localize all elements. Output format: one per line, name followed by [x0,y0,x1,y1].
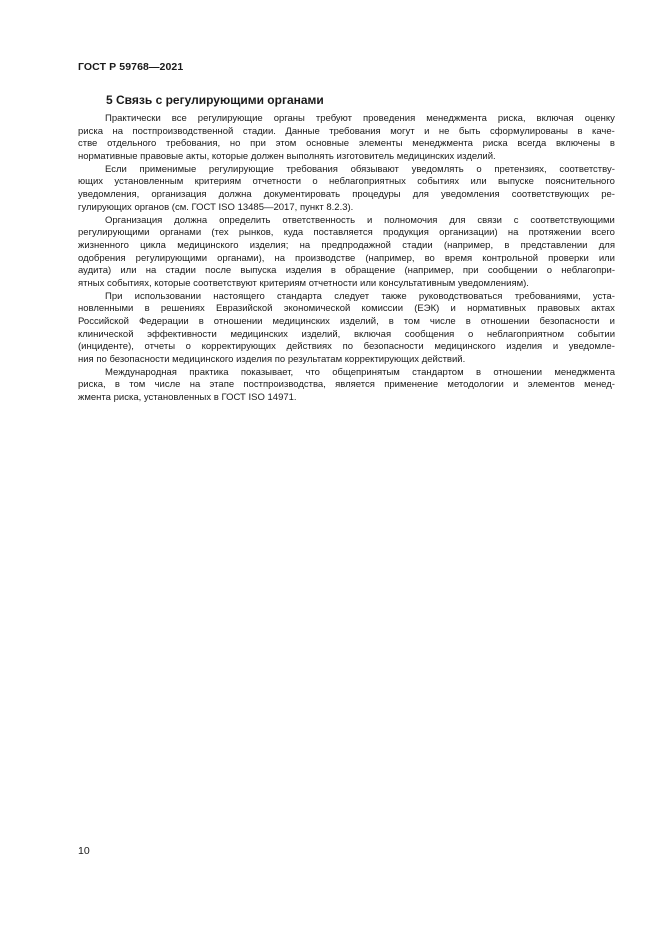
word: медицинских [396,151,455,163]
word: экономической [283,303,351,315]
word: стандартом [412,366,464,378]
word: каче- [591,125,615,137]
word: уста- [592,290,615,302]
word: требованиями, [514,290,581,302]
text-line [78,215,615,228]
word: протяжении [528,227,582,239]
word: организации) [439,227,498,239]
word: риска [78,125,103,137]
text-line [78,240,615,253]
word: уведомлять [411,163,464,175]
word: документировать [263,189,341,201]
word: безопасности [109,354,170,366]
word: для [598,239,615,251]
word: соответствуют [193,277,257,289]
word: медицинского [177,239,239,251]
word: установленным [114,176,184,188]
word: аудита) [78,265,112,277]
word: в [198,316,204,327]
word: Федерации [138,316,189,327]
word: ния [78,354,94,366]
word: основные [306,138,350,150]
word: этапе [209,379,235,391]
word: требования [286,163,338,175]
word: (ЕЭК) [414,303,440,315]
paragraph [78,164,615,215]
word: стадии [402,239,433,251]
word: связи [477,214,502,226]
word: (инциденте), [78,341,134,353]
word: риска [482,138,508,150]
word: неблагопри- [561,265,615,277]
word: выполнять [286,151,334,163]
word: (тех [211,227,229,239]
word: гулирующих [78,201,132,213]
text-line [78,354,615,367]
word: уведомлениям). [457,277,529,289]
word: изделий, [301,328,341,340]
word: сформулированы [489,125,568,137]
word: уведомления, [78,189,140,201]
word: ISO [218,201,235,213]
word: с [513,214,519,226]
word: ISO [248,392,265,404]
word: комиссии [361,303,404,315]
word: соответствующих [511,189,590,201]
section-title: 5 Связь с регулирующими органами [106,93,324,107]
word: должна [218,189,252,201]
word: числе [154,379,181,391]
word: нормативных [467,303,527,315]
word: изделия [506,341,543,353]
word: что [305,366,320,378]
word: том [129,379,146,391]
word: и [450,303,456,315]
word: процедуры [352,189,401,201]
word: стадии [165,265,196,277]
paragraph [78,291,615,367]
word: медицинских [230,328,288,340]
word: включены [556,138,601,150]
word: жмента [78,392,111,404]
word: время [444,252,473,264]
text-line [78,367,615,380]
text-line [78,303,615,316]
word: органами [159,227,202,239]
word: действий. [421,354,466,366]
word: сообщения [404,328,455,340]
word: руководствоваться [418,290,503,302]
word: ответственность [282,214,356,226]
word: органов [134,201,170,213]
word: цикла [140,239,166,251]
word: сообщении [487,265,538,277]
word: полномочия [384,214,438,226]
word: о [476,163,482,175]
word: одобрения [78,252,126,264]
word: (например, [443,239,494,251]
word: отдельного [107,138,157,150]
word: производстве [295,252,356,264]
word: на [274,252,285,264]
word: для [412,189,429,201]
word: установленных [143,392,212,404]
word: консультативным [378,277,456,289]
word: Организация [105,214,163,226]
word: событиях [417,176,460,188]
word: Евразийской [216,303,273,315]
word: которые [154,277,191,289]
word: на [189,379,201,391]
word: безопасности [363,341,424,353]
text-line [78,253,615,266]
word: в [577,125,583,137]
word: изделий, [339,316,379,327]
word: постпроизводства, [243,379,326,391]
word: при [250,138,266,150]
word: настоящего [213,290,265,302]
text-line [78,176,615,189]
word: в [330,265,336,277]
text-line [78,379,615,392]
word: риска, [113,392,142,404]
word: следует [334,290,370,302]
word: ющих [78,176,103,188]
text-line [78,265,615,278]
word: на [507,227,519,239]
word: все [171,113,187,124]
word: представлении [520,239,588,251]
word: оценку [584,113,615,124]
paragraph [78,367,615,405]
word: неблагоприятном [486,328,564,340]
document-code: ГОСТ Р 59768—2021 [78,61,184,73]
word: клинической [78,328,134,340]
text-line [78,278,615,291]
word: и [424,125,430,137]
word: или [360,277,377,289]
word: требования, [166,138,221,150]
word: том [403,316,420,327]
word: жизненного [78,239,129,251]
word: выпуске [497,176,534,188]
word: соответствующими [530,214,615,226]
word: и [609,316,615,327]
word: новленными [78,303,134,315]
paragraph [78,113,615,164]
word: всегда [517,138,547,150]
word: отчеты [144,341,176,353]
word: Практически [105,113,161,124]
word: быть [458,125,481,137]
text-line [78,202,615,215]
word: результатам [287,354,343,366]
text-line [78,316,615,329]
word: изделия [236,354,273,366]
word: менеджмента [554,366,615,378]
word: Данные [285,125,320,137]
word: отношении [493,366,543,378]
word: обязывают [350,163,399,175]
word: требования [329,125,381,137]
word: событии [577,328,615,340]
word: изделия; [249,239,289,251]
word: медицинских [272,316,330,327]
word: в [609,138,615,150]
word: должна [174,214,208,226]
word: правовых [537,303,580,315]
word: методологии [447,379,504,391]
word: Российской [78,316,129,327]
word: в [213,392,219,404]
word: стадии. [242,125,276,137]
word: для [449,214,466,226]
word: о [546,265,553,277]
word: могут [390,125,415,137]
word: (см. [171,201,189,213]
word: регулирующими [78,227,150,239]
word: уведомления [441,189,500,201]
word: в [475,366,481,378]
word: (например, [404,265,454,277]
text-line [78,227,615,240]
word: менеджмента [426,113,487,124]
word: применимые [139,163,197,175]
word: постпроизводственной [132,125,234,137]
word: поставляется [313,227,373,239]
word: по [274,354,286,366]
word: уведомле- [568,341,615,353]
word: предпродажной [321,239,391,251]
text-line [78,138,615,151]
word: органы [273,113,305,124]
word: органами), [217,252,265,264]
word: этом [275,138,297,150]
word: изделий. [456,151,496,163]
word: менед- [584,379,615,391]
word: куда [283,227,304,239]
word: актах [591,303,615,315]
word: пояснительного [545,176,615,188]
word: изготовитель [336,151,395,163]
text-line [78,151,615,164]
word: критериям [259,277,307,289]
word: правовые [140,151,184,163]
word: должен [250,151,284,163]
word: не [438,125,450,137]
word: но [229,138,241,150]
word: использовании [134,290,202,302]
word: проверки [548,252,589,264]
word: нормативные [78,151,138,163]
word: решениях [160,303,205,315]
word: отчетности [308,277,358,289]
word: (например, [365,252,415,264]
text-line [78,329,615,342]
word: обращение [345,265,396,277]
word: включая [536,113,574,124]
text-line [78,113,615,126]
word: о [185,341,191,353]
word: элементы [358,138,403,150]
word: критериям [194,176,242,188]
word: ГОСТ [221,392,246,404]
word: 13485—2017, [237,201,298,213]
word: Международная [105,366,177,378]
word: во [424,252,435,264]
paragraph [78,215,615,291]
text-line [78,126,615,139]
word: которые [211,151,249,163]
word: в [144,303,150,315]
word: неблагоприятных [329,176,406,188]
word: проведения [362,113,416,124]
page-number: 10 [78,845,90,857]
word: контрольной [482,252,539,264]
word: 8.2.3). [326,201,354,213]
word: событиях, [106,277,152,289]
word: рынков, [238,227,274,239]
word: общепринятым [332,366,400,378]
word: ГОСТ [191,201,216,213]
word: эффективности [147,328,217,340]
word: в [114,379,120,391]
word: в [465,316,471,327]
word: отчетности [252,176,302,188]
word: ре- [601,189,615,201]
word: выпуска [240,265,277,277]
word: при [462,265,479,277]
word: после [205,265,232,277]
body-text [78,113,615,405]
word: регулирующие [208,163,274,175]
word: показывает, [240,366,294,378]
word: 14971. [267,392,297,404]
word: и [513,379,519,391]
word: является [335,379,375,391]
word: также [381,290,407,302]
word: корректирующих [344,354,420,366]
word: и [366,214,373,226]
word: по [342,341,353,353]
word: риска, [78,379,106,391]
word: и [552,341,559,353]
word: требуют [315,113,352,124]
word: регулирующими [135,252,208,264]
word: или [120,265,137,277]
word: или [598,252,615,264]
word: на [299,239,311,251]
text-line [78,164,615,177]
word: акты, [185,151,210,163]
word: в [504,239,510,251]
word: включая [353,328,392,340]
word: изделия [285,265,322,277]
word: о [467,328,474,340]
word: корректирующих [201,341,276,353]
word: продукция [383,227,429,239]
word: претензиях, [494,163,547,175]
word: всего [591,227,615,239]
word: элементов [527,379,575,391]
word: стве [78,138,98,150]
text-line [78,189,615,202]
word: пункт [299,201,324,213]
word: определить [219,214,271,226]
word: числе [429,316,456,327]
word: ятных [78,277,105,289]
word: или [470,176,487,188]
word: по [96,354,107,366]
word: медицинского [172,354,234,366]
text-line [78,392,615,405]
word: регулирующие [197,113,263,124]
word: стандарта [277,290,322,302]
text-line [78,291,615,304]
word: Если [105,163,127,175]
word: риска, [497,113,526,124]
word: о [312,176,318,188]
word: менеджмента [412,138,473,150]
word: соответству- [559,163,615,175]
word: на [145,265,157,277]
word: применение [384,379,439,391]
word: действиях [286,341,332,353]
word: практика [189,366,229,378]
word: отношении [480,316,530,327]
word: организация [151,189,207,201]
text-line [78,341,615,354]
word: безопасности [539,316,600,327]
word: отношении [213,316,263,327]
word: на [112,125,124,137]
word: При [105,290,123,302]
word: в [388,316,394,327]
word: медицинского [434,341,496,353]
